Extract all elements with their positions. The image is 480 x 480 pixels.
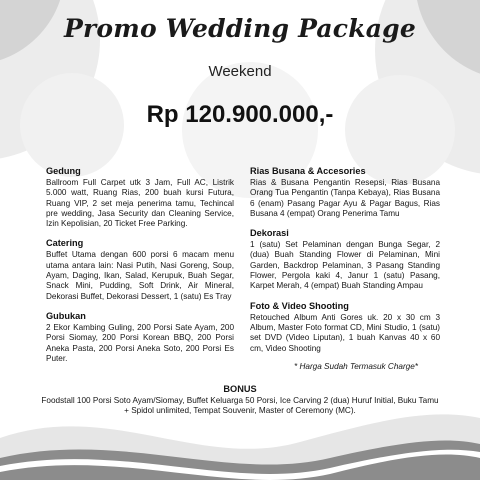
section-body: Buffet Utama dengan 600 porsi 6 macam menu utama antara lain: Nasi Putih, Nasi Goreng, Soup, Ayam, Daging, Ikan, Salad, Kerupuk, Buah Segar, Snack Mini, Pudding, Soft Drink, Air Mineral, Dekorasi Buffet, Dekorasi Dessert, 1 (satu) Es Tray — [46, 250, 234, 301]
bonus-title: BONUS — [223, 384, 257, 394]
section-gedung — [46, 165, 234, 229]
section-rias-busana — [250, 165, 440, 219]
left-column — [46, 165, 234, 372]
section-catering — [46, 237, 234, 301]
section-title: Foto & Video Shooting — [250, 300, 349, 311]
bonus-body: Foodstall 100 Porsi Soto Ayam/Siomay, Buffet Keluarga 50 Porsi, Ice Carving 2 (dua) Huruf Initial, Buku Tamu + Spidol unlimited, Tempat Souvenir, Master of Ceremony (MC). — [41, 395, 439, 415]
package-price: Rp 120.900.000,- — [146, 101, 334, 128]
right-column — [250, 165, 440, 372]
section-foto-video — [250, 300, 440, 354]
section-dekorasi — [250, 227, 440, 291]
section-title: Gedung — [46, 166, 81, 176]
bonus-block — [40, 384, 440, 417]
page-title: Promo Wedding Package — [64, 14, 416, 43]
section-title: Dekorasi — [250, 228, 289, 239]
section-body: Ballroom Full Carpet utk 3 Jam, Full AC, Listrik 5.000 watt, Ruang Rias, 200 buah kursi Futura, Ruang VIP, 2 set meja penerima tamu, Techincal pre wedding, Jasa Security dan Cleaning Service, Izin Kepolisian, 20 Ticket Free Parking. — [46, 178, 234, 229]
section-title: Rias Busana & Accesories — [250, 166, 366, 176]
section-gubukan — [46, 310, 234, 364]
section-body: 1 (satu) Set Pelaminan dengan Bunga Segar, 2 (dua) Buah Standing Flower di Pelaminan, Mini Garden, Backdrop Pelaminan, 3 Pasang Standing Flower, Pergola kaki 4, Janur 1 (satu) Pasang, Karpet Merah, 4 (empat) Buah Standing Ampau — [250, 240, 440, 291]
section-body: Rias & Busana Pengantin Resepsi, Rias Busana Orang Tua Pengantin (Tanpa Kebaya), Rias Busana 6 (enam) Pasang Pagar Ayu & Pagar Bagus, Rias Busana 4 (empat) Orang Penerima Tamu — [250, 178, 440, 218]
section-body: Retouched Album Anti Gores uk. 20 x 30 cm 3 Album, Master Foto format CD, Mini Studio, 1 (satu) set DVD (Video Liputan), 1 buah Kanvas 40 x 60 cm, Video Shooting — [250, 312, 440, 353]
page-subtitle: Weekend — [208, 63, 272, 80]
section-title: Gubukan — [46, 310, 86, 321]
price-note: * Harga Sudah Termasuk Charge* — [294, 361, 418, 371]
section-title: Catering — [46, 238, 84, 249]
section-body: 2 Ekor Kambing Guling, 200 Porsi Sate Ayam, 200 Porsi Siomay, 200 Porsi Korean BBQ, 200 Porsi Aneka Pasta, 200 Porsi Aneka Soto, 200 Porsi Es Puter. — [46, 322, 234, 363]
